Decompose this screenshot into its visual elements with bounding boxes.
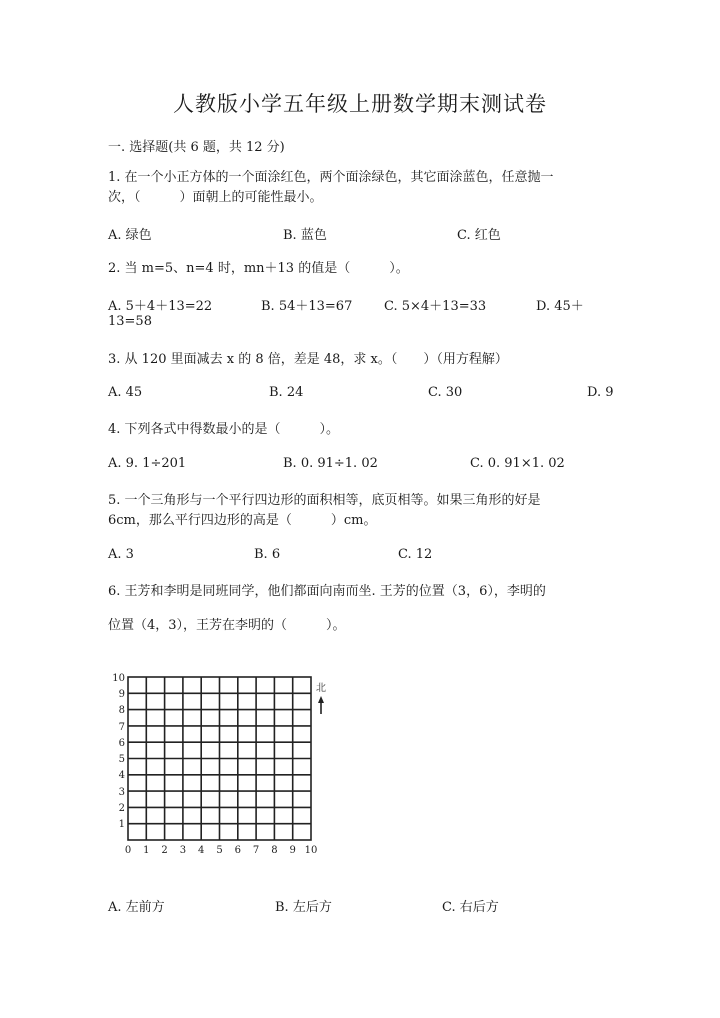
x-axis-labels [125, 845, 318, 856]
page-title: 人教版小学五年级上册数学期末测试卷 [173, 92, 547, 116]
svg-text:5: 5 [118, 754, 125, 765]
svg-text:8: 8 [118, 705, 125, 716]
svg-text:7: 7 [252, 845, 260, 856]
svg-text:4: 4 [198, 845, 205, 856]
question-5-line-2: 6cm，那么平行四边形的高是（ ）cm。 [108, 513, 377, 528]
question-3-option-b[interactable]: B. 24 [269, 385, 304, 400]
question-2-line-1: 2. 当 m=5、n=4 时，mn＋13 的值是（ ）。 [108, 261, 409, 276]
svg-text:3: 3 [118, 787, 125, 798]
question-6-option-c[interactable]: C. 右后方 [442, 900, 499, 915]
question-3-line-1: 3. 从 120 里面减去 x 的 8 倍，差是 48，求 x。（ ）（用方程解） [108, 352, 508, 367]
svg-text:8: 8 [271, 845, 278, 856]
svg-text:7: 7 [118, 722, 125, 733]
svg-text:5: 5 [216, 845, 223, 856]
question-6-option-a[interactable]: A. 左前方 [108, 900, 165, 915]
svg-text:2: 2 [161, 845, 168, 856]
svg-text:6: 6 [234, 845, 241, 856]
svg-text:10: 10 [112, 673, 125, 684]
question-4-line-1: 4. 下列各式中得数最小的是（ ）。 [108, 422, 340, 437]
question-2-option-d-wrap: 13=58 [108, 314, 152, 329]
svg-text:4: 4 [118, 770, 125, 781]
svg-text:1: 1 [118, 819, 125, 830]
question-5-line-1: 5. 一个三角形与一个平行四边形的面积相等，底页相等。如果三角形的好是 [108, 493, 541, 508]
svg-text:0: 0 [124, 845, 132, 856]
question-6-line-2: 位置（4，3），王芳在李明的（ ）。 [108, 618, 346, 633]
question-1-option-a[interactable]: A. 绿色 [108, 228, 152, 243]
question-3-option-d[interactable]: D. 9 [587, 385, 614, 400]
arrow-up-icon [318, 696, 324, 714]
y-axis-labels [112, 673, 125, 830]
svg-text:9: 9 [289, 845, 296, 856]
svg-text:10: 10 [304, 845, 318, 856]
question-3-option-c[interactable]: C. 30 [428, 385, 463, 400]
question-2-option-a[interactable]: A. 5＋4＋13=22 [108, 299, 213, 314]
question-1-option-b[interactable]: B. 蓝色 [283, 228, 327, 243]
svg-text:9: 9 [118, 689, 125, 700]
north-label: 北 [316, 683, 326, 694]
question-5-option-c[interactable]: C. 12 [398, 547, 433, 562]
question-4-option-b[interactable]: B. 0. 91÷1. 02 [283, 456, 378, 471]
section-heading: 一. 选择题(共 6 题，共 12 分) [108, 140, 285, 155]
question-4-option-a[interactable]: A. 9. 1÷201 [108, 456, 187, 471]
question-2-option-c[interactable]: C. 5×4＋13=33 [384, 299, 487, 314]
coordinate-grid [108, 668, 338, 858]
question-5-option-b[interactable]: B. 6 [254, 547, 281, 562]
question-1-line-2: 次，（ ）面朝上的可能性最小。 [108, 190, 323, 205]
question-6-line-1: 6. 王芳和李明是同班同学，他们都面向南而坐. 王芳的位置（3，6），李明的 [108, 584, 546, 599]
svg-text:3: 3 [179, 845, 187, 856]
question-3-option-a[interactable]: A. 45 [108, 385, 143, 400]
svg-text:2: 2 [118, 803, 125, 814]
svg-text:6: 6 [118, 738, 125, 749]
question-4-option-c[interactable]: C. 0. 91×1. 02 [470, 456, 565, 471]
grid-lines [128, 677, 311, 840]
question-6-option-b[interactable]: B. 左后方 [275, 900, 332, 915]
question-1-line-1: 1. 在一个小正方体的一个面涂红色，两个面涂绿色，其它面涂蓝色，任意抛一 [108, 170, 554, 185]
svg-text:1: 1 [143, 845, 150, 856]
question-1-option-c[interactable]: C. 红色 [457, 228, 501, 243]
question-2-option-d[interactable]: D. 45＋ [536, 299, 584, 314]
question-2-option-b[interactable]: B. 54＋13=67 [261, 299, 353, 314]
question-5-option-a[interactable]: A. 3 [108, 547, 134, 562]
coordinate-grid-figure [108, 668, 338, 858]
